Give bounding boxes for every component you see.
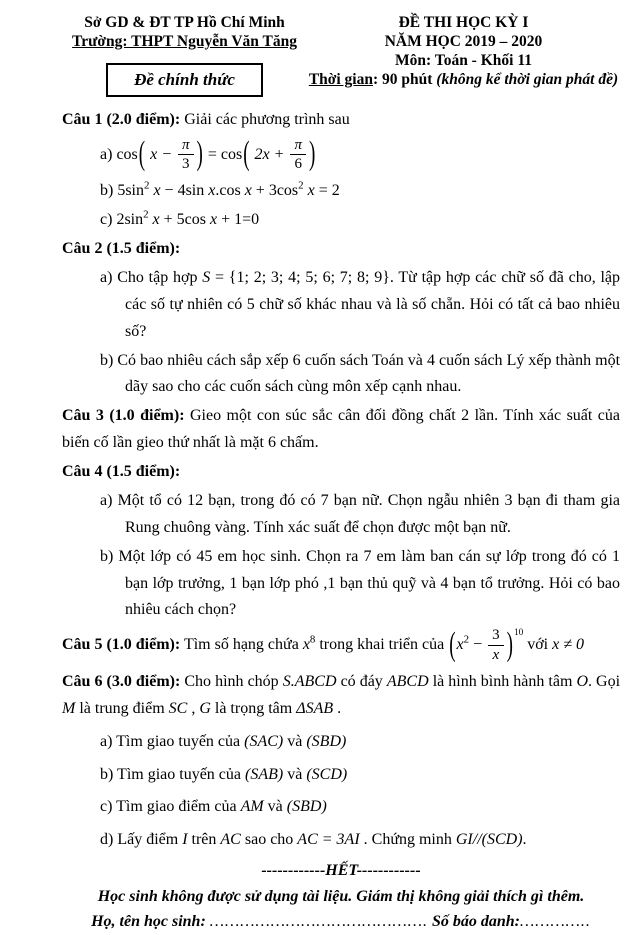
footer-instructions: Học sinh không được sử dụng tài liệu. Giám thị không giải thích gì thêm. — [97, 887, 585, 905]
math-var: O — [576, 672, 588, 690]
math-equals: = cos — [207, 145, 243, 163]
time-label: Thời gian — [308, 70, 373, 88]
math-var: S.ABCD — [282, 672, 337, 690]
time-value: : 90 phút — [372, 70, 437, 88]
q2-part-b — [100, 348, 620, 402]
part-label: a) — [100, 491, 113, 509]
question-6-heading: Câu 6 (3.0 điểm): — [62, 672, 181, 690]
fraction-denominator: 3 — [182, 156, 190, 173]
question-5-heading: Câu 5 (1.0 điểm): — [62, 636, 181, 654]
math-line: AM — [240, 798, 264, 816]
question-2-heading: Câu 2 (1.5 điểm): — [62, 240, 181, 258]
part-text: và — [267, 798, 283, 816]
part-text: Có bao nhiêu cách sắp xếp 6 cuốn sách Toán và 4 cuốn sách Lý xếp thành một dãy sao cho các cuốn sách cùng môn xếp cạnh nhau. — [117, 351, 621, 396]
math-var: x — [210, 211, 218, 229]
question-5 — [62, 627, 620, 664]
part-label: b) — [100, 765, 114, 783]
q1-part-c — [100, 207, 620, 234]
intro-text: Cho hình chóp — [180, 672, 279, 690]
right-paren: ) — [196, 135, 203, 174]
exam-title: ĐỀ THI HỌC KỲ I — [398, 14, 529, 31]
intro-text: là hình bình hành tâm — [432, 672, 573, 690]
math-var: x — [152, 211, 160, 229]
header-left — [62, 14, 307, 97]
intro-text: . — [337, 699, 342, 717]
math-var: x — [456, 636, 464, 654]
part-text: Cho tập hợp — [117, 268, 198, 286]
math-plane: (SAC) — [244, 732, 284, 750]
part-text: sao cho — [244, 831, 294, 849]
math-term: 2sin — [116, 211, 144, 229]
q6-part-d — [100, 827, 620, 854]
part-text: Lấy điểm — [117, 831, 179, 849]
part-text: . Chứng minh — [363, 831, 452, 849]
exponent: 2 — [144, 179, 150, 192]
math-arg: 2x + — [254, 145, 285, 163]
math-var: x — [302, 636, 310, 654]
q1-part-a — [100, 137, 620, 174]
intro-text: . Gọi — [588, 672, 621, 690]
exponent: 2 — [143, 208, 149, 221]
left-paren: ( — [449, 625, 456, 664]
question-5-text: với — [527, 636, 549, 654]
part-text: Tìm giao điểm của — [116, 798, 237, 816]
math-minus: − — [473, 636, 483, 654]
part-label: c) — [100, 211, 113, 229]
outer-exponent: 10 — [513, 628, 524, 639]
right-paren: ) — [506, 625, 513, 664]
math-plane: (SAB) — [245, 765, 284, 783]
intro-text: có đáy — [340, 672, 383, 690]
time-line — [307, 71, 620, 90]
math-var: S — [202, 268, 211, 286]
fraction-pi-6 — [290, 137, 306, 174]
part-label: a) — [100, 732, 113, 750]
part-text: Một lớp có 45 em học sinh. Chọn ra 7 em làm ban cán sự lớp trong đó có 1 bạn lớp trưởng, 1 bạn lớp phó ,1 bạn thủ quỹ và 4 bạn tổ trưởng. Hỏi có bao nhiêu cách chọn? — [118, 547, 621, 619]
math-var: x — [153, 182, 161, 200]
school-year: NĂM HỌC 2019 – 2020 — [384, 32, 543, 50]
part-label: b) — [100, 351, 114, 369]
part-text: Một tổ có 12 bạn, trong đó có 7 bạn nữ. Chọn ngẫu nhiên 3 bạn đi tham gia Rung chuông vàng. Tính xác suất để chọn được một bạn nữ. — [117, 491, 621, 536]
math-equation: AC = 3AI — [297, 831, 360, 849]
part-text: và — [287, 732, 303, 750]
intro-text: là trung điểm — [79, 699, 165, 717]
fraction-denominator: 6 — [294, 156, 302, 173]
q6-part-c — [100, 794, 620, 821]
part-label: b) — [100, 182, 114, 200]
math-term: 5sin — [117, 182, 144, 200]
question-1-heading: Câu 1 (2.0 điểm): — [62, 110, 181, 128]
math-cos: cos — [116, 145, 138, 163]
question-3-text: Gieo một con súc sắc cân đối đồng chất 2 lần. Tính xác suất của biến cố lần gieo thứ nhất là mặt 6 chấm. — [62, 407, 620, 452]
left-paren: ( — [243, 135, 250, 174]
math-var: ΔSAB — [296, 699, 334, 717]
math-var: x — [244, 182, 252, 200]
q1-part-b — [100, 178, 620, 205]
q6-part-b — [100, 762, 620, 789]
department-name: Sở GD & ĐT TP Hồ Chí Minh — [84, 14, 285, 31]
fraction-3-x — [488, 627, 504, 664]
q2-part-a — [100, 265, 620, 346]
fraction-numerator: π — [178, 137, 194, 156]
part-text: . — [522, 831, 527, 849]
intro-text: là trọng tâm — [214, 699, 293, 717]
question-1-intro: Giải các phương trình sau — [180, 110, 350, 128]
math-term: .cos — [215, 182, 241, 200]
candidate-number-label: Số báo danh: — [427, 913, 520, 931]
part-text: = {1; 2; 3; 4; 5; 6; 7; 8; 9}. Từ tập hợp các chữ số đã cho, lập các số tự nhiên có 5 chữ số khác nhau và là số chẵn. Hỏi có tất cả bao nhiêu số? — [125, 268, 621, 340]
fraction-numerator: π — [290, 137, 306, 156]
right-paren: ) — [308, 135, 316, 174]
part-label: b) — [100, 547, 114, 565]
part-label: c) — [100, 798, 113, 816]
math-parallel: GI//(SCD) — [455, 831, 523, 849]
part-text: trên — [191, 831, 217, 849]
intro-text: , — [191, 699, 196, 717]
question-5-text: Tìm số hạng chứa — [183, 636, 299, 654]
fraction-numerator: 3 — [488, 627, 504, 646]
math-condition: x ≠ 0 — [552, 636, 584, 654]
math-plane: (SBD) — [306, 732, 347, 750]
question-4-heading-line — [62, 459, 620, 486]
math-var: x — [208, 182, 216, 200]
math-term: + 5cos — [163, 211, 207, 229]
exam-header — [62, 14, 620, 97]
question-2-heading-line — [62, 236, 620, 263]
fraction-pi-3 — [178, 137, 194, 174]
question-5-text: trong khai triển của — [319, 636, 445, 654]
exponent: 2 — [463, 633, 470, 646]
math-term: + 3cos — [255, 182, 299, 200]
math-var: I — [182, 831, 188, 849]
math-plane: (SBD) — [286, 798, 327, 816]
left-paren: ( — [138, 135, 146, 174]
math-var: x — [307, 182, 315, 200]
part-label: a) — [100, 268, 113, 286]
student-name-dots: ……………………………………. — [209, 913, 428, 931]
q4-part-b — [100, 544, 620, 625]
candidate-number-dots: ………….. — [519, 913, 591, 931]
school-name: Trường: THPT Nguyễn Văn Tăng — [72, 32, 297, 50]
student-name-label: Họ, tên học sinh: — [91, 913, 210, 931]
exponent: 8 — [309, 633, 316, 646]
question-4-heading: Câu 4 (1.5 điểm): — [62, 463, 181, 481]
math-term: + 1=0 — [221, 211, 260, 229]
math-plane: (SCD) — [306, 765, 348, 783]
question-3 — [62, 403, 620, 457]
part-label: d) — [100, 831, 114, 849]
part-text: Tìm giao tuyến của — [116, 732, 241, 750]
official-exam-box: Đề chính thức — [106, 63, 263, 97]
exponent: 2 — [298, 179, 304, 192]
end-divider: ------------HẾT------------ — [261, 862, 421, 880]
math-var: AC — [220, 831, 241, 849]
math-term: − 4sin — [164, 182, 205, 200]
subject-grade: Môn: Toán - Khối 11 — [395, 51, 532, 69]
fraction-denominator: x — [492, 647, 500, 664]
math-arg: x − — [150, 145, 172, 163]
part-label: a) — [100, 145, 113, 163]
q4-part-a — [100, 488, 620, 542]
math-var: G — [199, 699, 211, 717]
math-var: SC — [168, 699, 188, 717]
part-text: và — [287, 765, 303, 783]
math-term: = 2 — [318, 182, 340, 200]
part-text: Tìm giao tuyến của — [117, 765, 242, 783]
q6-part-a — [100, 729, 620, 756]
header-right — [307, 14, 620, 97]
math-var: M — [62, 699, 76, 717]
question-6-intro — [62, 669, 620, 723]
footer-name-line — [62, 909, 620, 935]
time-note: (không kể thời gian phát đề) — [436, 70, 619, 88]
math-var: ABCD — [386, 672, 429, 690]
question-3-heading: Câu 3 (1.0 điểm): — [62, 407, 185, 425]
